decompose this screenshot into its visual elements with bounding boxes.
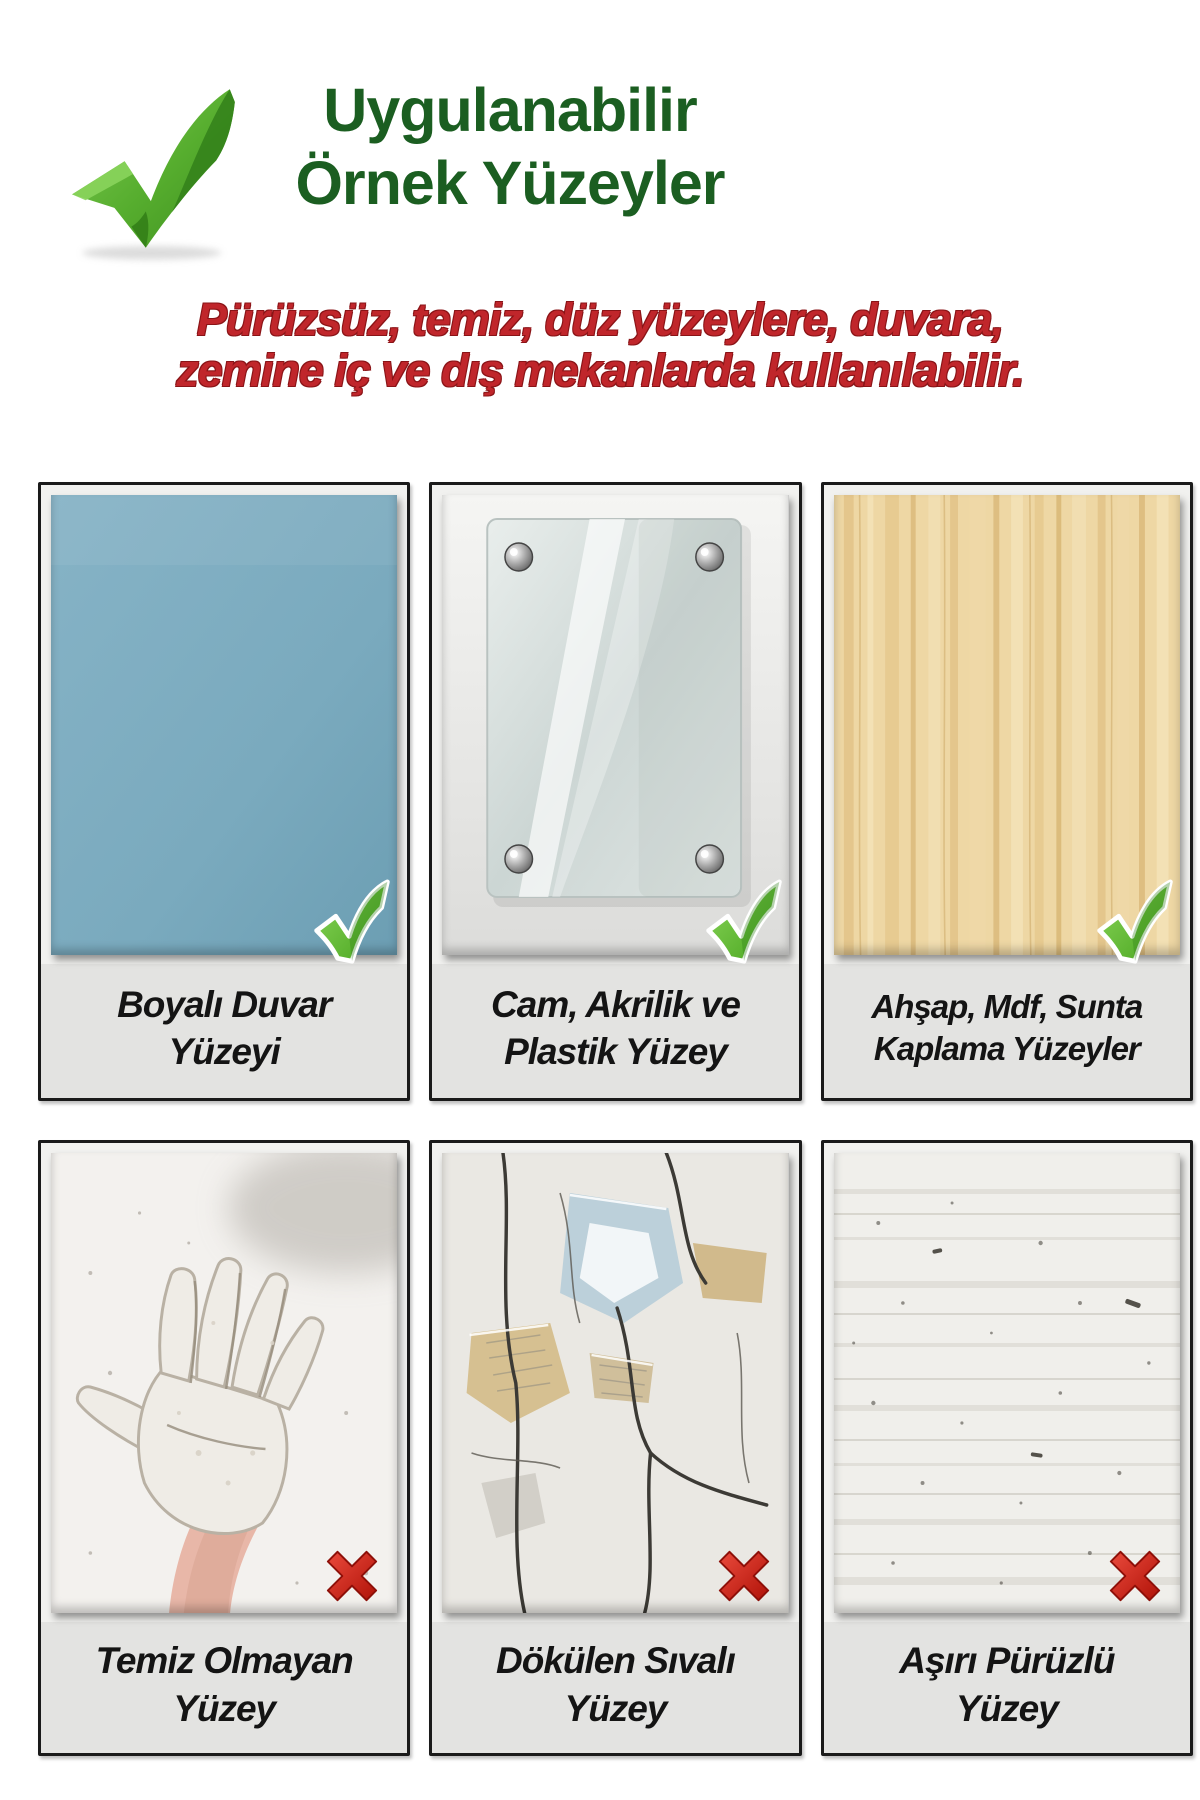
glass-acrylic-photo xyxy=(442,495,788,955)
subtitle-line-2: zemine iç ve dış mekanlarda kullanılabilir. xyxy=(176,345,1024,397)
red-x-icon xyxy=(1106,1547,1164,1605)
caption-line-2: Yüzey xyxy=(173,1687,276,1729)
caption-line-1: Dökülen Sıvalı xyxy=(496,1640,735,1682)
wood-mdf-photo xyxy=(834,495,1180,955)
caption-line-2: Plastik Yüzey xyxy=(504,1031,727,1072)
surface-caption xyxy=(41,1622,407,1753)
rough-surface-photo xyxy=(834,1153,1180,1613)
surface-examples-grid xyxy=(38,482,1193,1756)
green-check-icon xyxy=(1092,877,1178,967)
title-line-1: Uygulanabilir xyxy=(323,76,697,144)
surface-caption xyxy=(824,964,1190,1098)
red-x-icon xyxy=(715,1547,773,1605)
dirty-surface-photo xyxy=(51,1153,397,1613)
caption-line-1: Ahşap, Mdf, Sunta xyxy=(871,987,1143,1025)
surface-caption xyxy=(824,1622,1190,1753)
green-check-icon xyxy=(309,877,395,967)
surface-caption xyxy=(432,1622,798,1753)
peeling-plaster-photo xyxy=(442,1153,788,1613)
caption-line-1: Temiz Olmayan xyxy=(95,1640,353,1682)
surface-caption xyxy=(41,964,407,1098)
surface-card-peeling-plaster xyxy=(429,1140,801,1756)
caption-line-2: Kaplama Yüzeyler xyxy=(873,1030,1140,1067)
surface-card-rough-surface xyxy=(821,1140,1193,1756)
surface-card-painted-wall xyxy=(38,482,410,1101)
green-check-icon xyxy=(701,877,787,967)
page-subtitle xyxy=(0,294,1200,397)
page-title xyxy=(245,74,775,220)
title-line-2: Örnek Yüzeyler xyxy=(295,149,725,218)
caption-line-2: Yüzey xyxy=(564,1687,667,1729)
caption-line-2: Yüzey xyxy=(955,1687,1058,1729)
surface-card-wood-mdf xyxy=(821,482,1193,1101)
painted-wall-photo xyxy=(51,495,397,955)
caption-line-1: Cam, Akrilik ve xyxy=(491,983,740,1025)
caption-line-2: Yüzeyi xyxy=(168,1031,280,1072)
subtitle-line-1: Pürüzsüz, temiz, düz yüzeylere, duvara, xyxy=(196,294,1004,345)
surface-card-dirty-surface xyxy=(38,1140,410,1756)
caption-line-1: Aşırı Pürüzlü xyxy=(899,1640,1115,1682)
surface-caption xyxy=(432,964,798,1098)
red-x-icon xyxy=(323,1547,381,1605)
surface-card-glass-acrylic xyxy=(429,482,801,1101)
green-check-3d-icon xyxy=(50,58,245,268)
caption-line-1: Boyalı Duvar xyxy=(117,983,332,1025)
